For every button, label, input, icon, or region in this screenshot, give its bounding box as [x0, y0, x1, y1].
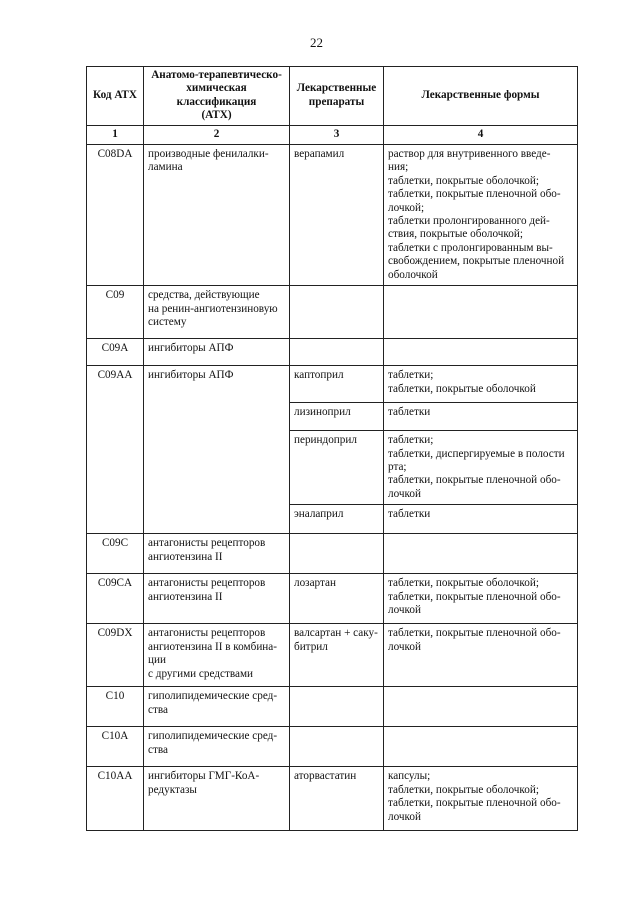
atc-classification-cell: производные фенилалки- ламина: [144, 144, 290, 285]
dosage-forms-cell: раствор для внутривенного введе- ния; таблетки, покрытые оболочкой; таблетки, покрытые пленочной обо- лочкой; таблетки пролонгированного дей- ствия, покрытые оболочкой; таблетки с пролонгированным вы- свобождением, покрытые пленочной оболочкой: [384, 144, 578, 285]
drug-name-cell: каптоприл: [290, 366, 384, 403]
atc-classification-cell: антагонисты рецепторов ангиотензина II в комбина- ции с другими средствами: [144, 624, 290, 687]
atc-code-cell: C09: [87, 286, 144, 339]
dosage-forms-cell: таблетки: [384, 505, 578, 534]
atc-classification-cell: гиполипидемические сред- ства: [144, 727, 290, 767]
dosage-forms-cell: [384, 727, 578, 767]
drug-name-cell: эналаприл: [290, 505, 384, 534]
drug-name-cell: аторвастатин: [290, 767, 384, 831]
table-header: [87, 67, 578, 145]
table-row: [87, 286, 578, 339]
column-number: 2: [144, 125, 290, 144]
table-row: [87, 767, 578, 831]
table-row: [87, 727, 578, 767]
atc-classification-cell: ингибиторы ГМГ-КоА- редуктазы: [144, 767, 290, 831]
drug-name-cell: [290, 534, 384, 574]
table-row: [87, 624, 578, 687]
dosage-forms-cell: таблетки; таблетки, диспергируемые в полости рта; таблетки, покрытые пленочной обо- лочкой: [384, 431, 578, 505]
dosage-forms-cell: [384, 286, 578, 339]
column-number: 3: [290, 125, 384, 144]
dosage-forms-cell: таблетки; таблетки, покрытые оболочкой: [384, 366, 578, 403]
drug-name-cell: [290, 286, 384, 339]
header-dosage-forms: Лекарственные формы: [384, 67, 578, 126]
dosage-forms-cell: капсулы; таблетки, покрытые оболочкой; таблетки, покрытые пленочной обо- лочкой: [384, 767, 578, 831]
table-body: [87, 144, 578, 831]
dosage-forms-cell: таблетки, покрытые пленочной обо- лочкой: [384, 624, 578, 687]
drug-name-cell: лизиноприл: [290, 403, 384, 431]
drug-name-cell: лозартан: [290, 574, 384, 624]
page-number: 22: [310, 35, 323, 50]
dosage-forms-cell: [384, 687, 578, 727]
drug-name-cell: [290, 687, 384, 727]
dosage-forms-cell: таблетки, покрытые оболочкой; таблетки, покрытые пленочной обо- лочкой: [384, 574, 578, 624]
drug-name-cell: валсартан + саку- битрил: [290, 624, 384, 687]
column-number: 4: [384, 125, 578, 144]
dosage-forms-cell: [384, 534, 578, 574]
column-number: 1: [87, 125, 144, 144]
drug-name-cell: [290, 339, 384, 366]
table-row: [87, 574, 578, 624]
table-row: [87, 144, 578, 285]
atc-classification-cell: средства, действующие на ренин-ангиотензиновую систему: [144, 286, 290, 339]
atc-code-cell: C10: [87, 687, 144, 727]
atc-classification-cell: антагонисты рецепторов ангиотензина II: [144, 534, 290, 574]
table-row: [87, 366, 578, 403]
atc-classification-cell: антагонисты рецепторов ангиотензина II: [144, 574, 290, 624]
atc-code-cell: C10AA: [87, 767, 144, 831]
atc-code-cell: C08DA: [87, 144, 144, 285]
atc-code-cell: C09DX: [87, 624, 144, 687]
atc-classification-cell: ингибиторы АПФ: [144, 366, 290, 534]
column-numbers-row: [87, 125, 578, 144]
header-atc-code: Код АТХ: [87, 67, 144, 126]
drug-name-cell: периндоприл: [290, 431, 384, 505]
dosage-forms-cell: [384, 339, 578, 366]
header-atc-classification: Анатомо-терапевтическо- химическая классификация (АТХ): [144, 67, 290, 126]
atc-code-cell: C09AA: [87, 366, 144, 534]
table-row: [87, 534, 578, 574]
dosage-forms-cell: таблетки: [384, 403, 578, 431]
drug-name-cell: верапамил: [290, 144, 384, 285]
drug-table: [86, 66, 578, 831]
atc-classification-cell: ингибиторы АПФ: [144, 339, 290, 366]
header-drugs: Лекарственные препараты: [290, 67, 384, 126]
atc-code-cell: C10A: [87, 727, 144, 767]
atc-classification-cell: гиполипидемические сред- ства: [144, 687, 290, 727]
header-row: [87, 67, 578, 126]
drug-name-cell: [290, 727, 384, 767]
table-row: [87, 339, 578, 366]
atc-code-cell: C09C: [87, 534, 144, 574]
table-row: [87, 687, 578, 727]
atc-code-cell: C09A: [87, 339, 144, 366]
atc-code-cell: C09CA: [87, 574, 144, 624]
